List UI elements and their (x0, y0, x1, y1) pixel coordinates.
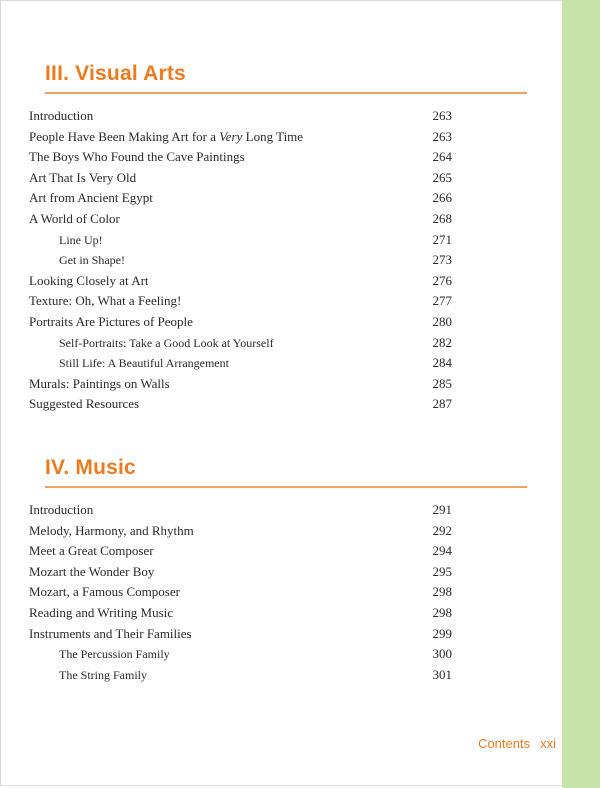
section-visual-arts (45, 62, 527, 94)
toc-entry-page: 263 (432, 108, 452, 123)
toc-entry-title: Self-Portraits: Take a Good Look at Yourself (59, 335, 274, 350)
toc-entry (29, 541, 452, 561)
toc-entry-title: Texture: Oh, What a Feeling! (29, 293, 182, 309)
toc-entry-page: 291 (432, 502, 452, 517)
section-heading: IV. Music (45, 456, 527, 488)
toc-entry-title: Looking Closely at Art (29, 272, 149, 288)
toc-entry-title: Portraits Are Pictures of People (29, 314, 193, 329)
toc-entry-page: 301 (432, 666, 452, 682)
toc-entry-title: The Boys Who Found the Cave Paintings (29, 149, 245, 165)
toc-entry (29, 291, 452, 311)
toc-entry (29, 562, 452, 582)
toc-entry-title: Line Up! (59, 232, 103, 247)
toc-entry (29, 644, 452, 664)
title-emphasis: Very (219, 128, 243, 144)
toc-entry-title: Art from Ancient Egypt (29, 190, 153, 206)
toc-entry-page: 298 (432, 605, 452, 620)
toc-entry-title: Mozart the Wonder Boy (29, 563, 155, 579)
toc-entry-page: 282 (432, 334, 452, 350)
toc-entry (29, 147, 452, 167)
toc-entry-title: Reading and Writing Music (29, 605, 174, 620)
toc-entry-page: 295 (432, 563, 452, 579)
toc-entry-title: Suggested Resources (29, 396, 140, 412)
section-heading: III. Visual Arts (45, 62, 527, 94)
toc-entry-page: 292 (432, 522, 452, 538)
toc-entry-title: Art That Is Very Old (29, 169, 137, 185)
toc-entry (29, 394, 452, 414)
toc-entry (29, 230, 452, 250)
footer-label: Contents (478, 736, 531, 751)
toc-entry-page: 268 (432, 211, 452, 226)
toc-entry (29, 353, 452, 373)
toc-entry (29, 333, 452, 353)
side-color-band (562, 0, 600, 788)
toc-entry-page: 285 (432, 375, 452, 391)
toc-entry-page: 280 (432, 314, 452, 329)
toc-entry-page: 287 (432, 396, 452, 412)
toc-entry-page: 300 (432, 646, 452, 662)
toc-entry-page: 276 (432, 272, 452, 288)
toc-entry-page: 284 (432, 355, 452, 371)
toc-entry-page: 294 (432, 543, 452, 559)
toc-entry-page: 265 (432, 169, 452, 185)
toc-entry-title: A World of Color (29, 211, 120, 226)
toc-entry-title: The Percussion Family (59, 647, 170, 662)
toc-entry (29, 582, 452, 602)
toc-entry (29, 374, 452, 394)
toc-entry-page: 264 (432, 149, 452, 165)
toc-entry-title: Meet a Great Composer (29, 543, 154, 559)
toc-entry-page: 277 (432, 293, 452, 309)
title-part: Long Time (242, 128, 304, 144)
toc-entry-page: 271 (432, 231, 452, 247)
toc-entry-page: 266 (432, 190, 452, 206)
toc-entry (29, 271, 452, 291)
page-footer (478, 736, 556, 751)
toc-entry (29, 312, 452, 332)
toc-entry-title: Mozart, a Famous Composer (29, 584, 180, 600)
toc-entry-title: Instruments and Their Families (29, 625, 192, 641)
toc-entry-title: Murals: Paintings on Walls (29, 375, 170, 391)
toc-entry-title (29, 127, 303, 147)
toc-entry (29, 665, 452, 685)
toc-entry-page: 298 (432, 584, 452, 600)
toc-entry (29, 500, 452, 520)
toc-entry-title: Get in Shape! (59, 253, 125, 268)
toc-entry-page: 299 (432, 625, 452, 641)
toc-entry-title: Still Life: A Beautiful Arrangement (59, 356, 229, 371)
toc-entry-title: Introduction (29, 108, 94, 123)
toc-entry-title: The String Family (59, 667, 147, 682)
toc-entry (29, 168, 452, 188)
toc-entry-title: Melody, Harmony, and Rhythm (29, 522, 194, 538)
section-music (45, 456, 527, 488)
toc-entry (29, 106, 452, 126)
toc-entry (29, 209, 452, 229)
toc-entry-page: 263 (432, 128, 452, 144)
toc-entry (29, 127, 452, 147)
toc-entry (29, 250, 452, 270)
toc-entry (29, 188, 452, 208)
toc-entry-title: Introduction (29, 502, 94, 517)
toc-entry (29, 521, 452, 541)
toc-entry-page: 273 (432, 252, 452, 268)
title-part: People Have Been Making Art for a (29, 128, 220, 144)
toc-entry (29, 624, 452, 644)
page-number: xxi (540, 736, 556, 751)
toc-entry (29, 603, 452, 623)
